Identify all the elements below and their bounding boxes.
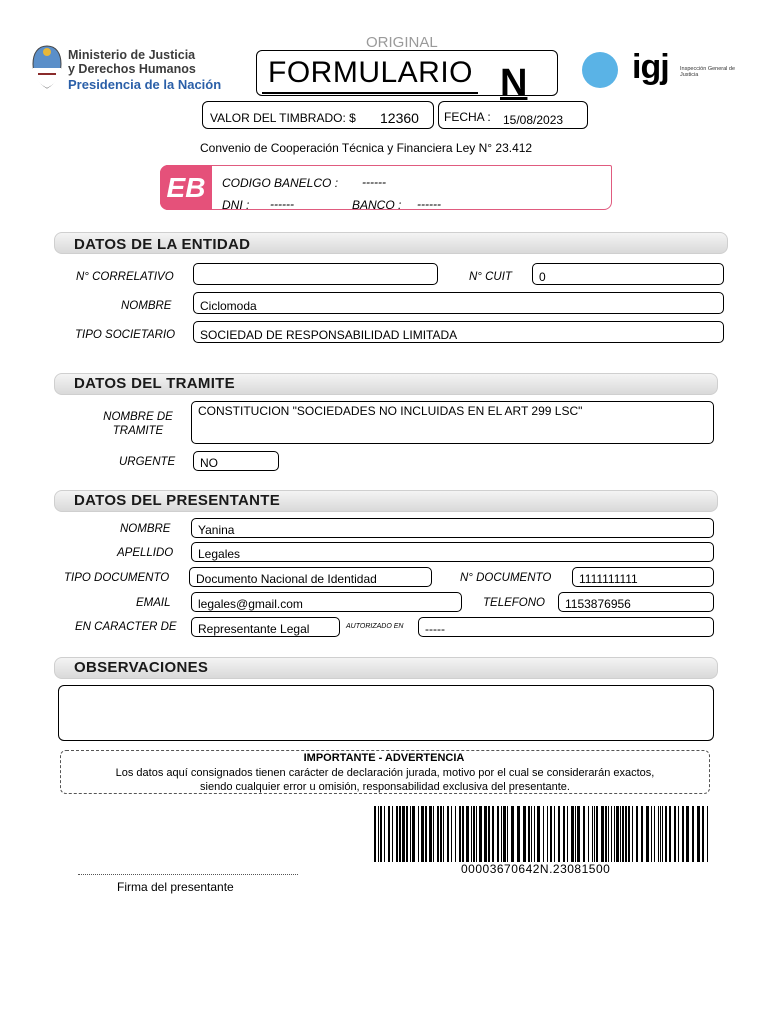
barcode-bar xyxy=(588,806,589,862)
igj-logo-icon xyxy=(582,52,618,88)
barcode-bar xyxy=(692,806,694,862)
barcode-bar xyxy=(567,806,568,862)
banco-value: ------ xyxy=(417,197,441,211)
barcode-bar xyxy=(583,806,585,862)
barcode-bar xyxy=(702,806,704,862)
barcode-bar xyxy=(517,806,520,862)
barcode-bar xyxy=(392,806,393,862)
barcode-bar xyxy=(443,806,444,862)
barcode-bar xyxy=(686,806,689,862)
urgente-label: URGENTE xyxy=(119,456,176,468)
email-field[interactable]: legales@gmail.com xyxy=(191,592,462,612)
barcode-bar xyxy=(429,806,432,862)
barcode-bar xyxy=(577,806,580,862)
advertencia-text: Los datos aquí consignados tienen carácter de declaración jurada, motivo por el cual se considerarán exactos, siendo cualquier error u omisión, responsabilidad exclusiva del presentante. xyxy=(115,767,655,793)
barcode-bar xyxy=(632,806,633,862)
tramite-nombre-field[interactable]: CONSTITUCION "SOCIEDADES NO INCLUIDAS EN EL ART 299 LSC" xyxy=(191,401,714,444)
presentante-nombre-label: NOMBRE xyxy=(120,523,171,535)
section-tramite-title: DATOS DEL TRAMITE xyxy=(74,375,235,392)
barcode-bar xyxy=(616,806,619,862)
barcode-bar xyxy=(425,806,427,862)
form-letter: N xyxy=(500,62,528,104)
tipo-documento-field[interactable]: Documento Nacional de Identidad xyxy=(189,567,432,587)
barcode-bar xyxy=(421,806,424,862)
presentante-nombre-field[interactable]: Yanina xyxy=(191,518,714,538)
apellido-field[interactable]: Legales xyxy=(191,542,714,562)
fecha-value: 15/08/2023 xyxy=(503,113,564,127)
barcode-bar xyxy=(534,806,535,862)
barcode-bar xyxy=(554,806,555,862)
section-observaciones-title: OBSERVACIONES xyxy=(74,659,209,676)
ministerio-title: Ministerio de Justicia y Derechos Humanos xyxy=(68,48,196,76)
barcode-bar xyxy=(651,806,652,862)
barcode-bar xyxy=(707,806,708,862)
barcode-bar xyxy=(601,806,604,862)
barcode-bar xyxy=(669,806,671,862)
barcode-bar xyxy=(433,806,434,862)
cuit-field[interactable]: 0 xyxy=(532,263,724,285)
autorizado-label: AUTORIZADO EN xyxy=(346,623,404,630)
barcode-bar xyxy=(384,806,385,862)
original-label: ORIGINAL xyxy=(366,34,438,51)
barcode-bar xyxy=(682,806,684,862)
timbrado-value: 12360 xyxy=(380,110,419,126)
section-entidad-title: DATOS DE LA ENTIDAD xyxy=(74,236,251,253)
barcode-bar xyxy=(660,806,661,862)
barcode-bar xyxy=(543,806,544,862)
barcode-bar xyxy=(402,806,405,862)
barcode-bar xyxy=(658,806,659,862)
entidad-nombre-field[interactable]: Ciclomoda xyxy=(193,292,724,314)
barcode-bar xyxy=(418,806,419,862)
entidad-nombre-label: NOMBRE xyxy=(121,300,172,312)
barcode-bar xyxy=(608,806,609,862)
cuit-label: N° CUIT xyxy=(469,271,512,283)
presidencia-title: Presidencia de la Nación xyxy=(68,77,222,92)
tramite-nombre-label: NOMBRE DE TRAMITE xyxy=(103,411,173,437)
barcode-bar xyxy=(641,806,643,862)
barcode-bar xyxy=(622,806,624,862)
observaciones-field[interactable] xyxy=(58,685,714,741)
barcode-bar xyxy=(665,806,667,862)
barcode-number: 00003670642N.23081500 xyxy=(461,862,611,876)
caracter-field[interactable]: Representante Legal xyxy=(191,617,340,637)
banelco-logo-icon: EB xyxy=(160,165,212,210)
barcode-bar xyxy=(396,806,398,862)
barcode-bar xyxy=(484,806,487,862)
barcode-bar xyxy=(501,806,502,862)
barcode-bar xyxy=(497,806,499,862)
barcode-bar xyxy=(662,806,663,862)
barcode-bar xyxy=(410,806,411,862)
barcode-bar xyxy=(620,806,621,862)
barcode-bar xyxy=(674,806,676,862)
barcode-bar xyxy=(451,806,452,862)
barcode-bar xyxy=(594,806,595,862)
barcode-bar xyxy=(437,806,439,862)
barcode-bar xyxy=(575,806,576,862)
barcode-bar xyxy=(374,806,376,862)
dni-value: ------ xyxy=(270,197,294,211)
barcode-bar xyxy=(625,806,627,862)
autorizado-field[interactable]: ----- xyxy=(418,617,714,637)
section-presentante-title: DATOS DEL PRESENTANTE xyxy=(74,492,281,509)
signature-line xyxy=(78,874,298,875)
barcode-bar xyxy=(596,806,598,862)
barcode-bar xyxy=(507,806,508,862)
convenio-text: Convenio de Cooperación Técnica y Financiera Ley N° 23.412 xyxy=(200,141,533,155)
numero-documento-label: N° DOCUMENTO xyxy=(460,572,552,584)
barcode-bar xyxy=(636,806,638,862)
numero-documento-field[interactable]: 1111111111 xyxy=(572,567,714,587)
barcode-bar xyxy=(476,806,477,862)
tipo-societario-label: TIPO SOCIETARIO xyxy=(75,329,176,341)
email-label: EMAIL xyxy=(136,597,171,609)
igj-logo-text: igj xyxy=(632,48,669,86)
barcode-bar xyxy=(511,806,514,862)
caracter-label: EN CARACTER DE xyxy=(75,621,177,633)
barcode-bar xyxy=(550,806,552,862)
barcode-bar xyxy=(466,806,469,862)
barcode-bar xyxy=(492,806,494,862)
codigo-banelco-value: ------ xyxy=(362,175,386,189)
barcode-bar xyxy=(654,806,655,862)
banco-label: BANCO : xyxy=(352,198,402,212)
barcode-bar xyxy=(447,806,449,862)
barcode-bar xyxy=(523,806,526,862)
correlativo-field[interactable] xyxy=(193,263,438,285)
tipo-societario-field[interactable]: SOCIEDAD DE RESPONSABILIDAD LIMITADA xyxy=(193,321,724,343)
barcode-bar xyxy=(646,806,649,862)
timbrado-label: VALOR DEL TIMBRADO: $ xyxy=(210,111,356,125)
barcode-bar xyxy=(406,806,408,862)
tipo-documento-label: TIPO DOCUMENTO xyxy=(64,572,170,584)
barcode-bar xyxy=(611,806,612,862)
telefono-field[interactable]: 1153876956 xyxy=(558,592,714,612)
barcode-bar xyxy=(571,806,574,862)
argentina-shield-icon xyxy=(30,44,64,90)
barcode-bar xyxy=(592,806,593,862)
apellido-label: APELLIDO xyxy=(117,547,174,559)
codigo-banelco-label: CODIGO BANELCO : xyxy=(222,176,339,190)
telefono-label: TELEFONO xyxy=(483,597,545,609)
barcode xyxy=(374,806,708,862)
barcode-bar xyxy=(537,806,540,862)
barcode-bar xyxy=(459,806,461,862)
urgente-field[interactable]: NO xyxy=(193,451,279,471)
barcode-bar xyxy=(697,806,700,862)
barcode-bar xyxy=(462,806,464,862)
barcode-bar xyxy=(614,806,615,862)
barcode-bar xyxy=(455,806,456,862)
barcode-bar xyxy=(678,806,679,862)
barcode-bar xyxy=(471,806,472,862)
form-title-underline xyxy=(262,92,478,94)
barcode-bar xyxy=(558,806,560,862)
barcode-bar xyxy=(628,806,630,862)
barcode-bar xyxy=(473,806,475,862)
barcode-bar xyxy=(547,806,548,862)
barcode-bar xyxy=(531,806,532,862)
dni-label: DNI : xyxy=(222,198,250,212)
barcode-bar xyxy=(563,806,565,862)
correlativo-label: N° CORRELATIVO xyxy=(76,271,174,283)
fecha-label: FECHA : xyxy=(444,110,491,124)
barcode-bar xyxy=(440,806,442,862)
barcode-bar xyxy=(528,806,530,862)
barcode-bar xyxy=(503,806,506,862)
barcode-bar xyxy=(388,806,390,862)
barcode-bar xyxy=(479,806,482,862)
barcode-bar xyxy=(605,806,607,862)
form-title: FORMULARIO xyxy=(268,56,474,89)
advertencia-title: IMPORTANTE - ADVERTENCIA xyxy=(303,752,465,764)
barcode-bar xyxy=(488,806,490,862)
igj-subtitle: Inspección General de Justicia xyxy=(680,66,736,78)
barcode-bar xyxy=(380,806,382,862)
firma-label: Firma del presentante xyxy=(117,880,234,894)
barcode-bar xyxy=(378,806,379,862)
barcode-bar xyxy=(399,806,401,862)
barcode-bar xyxy=(412,806,415,862)
